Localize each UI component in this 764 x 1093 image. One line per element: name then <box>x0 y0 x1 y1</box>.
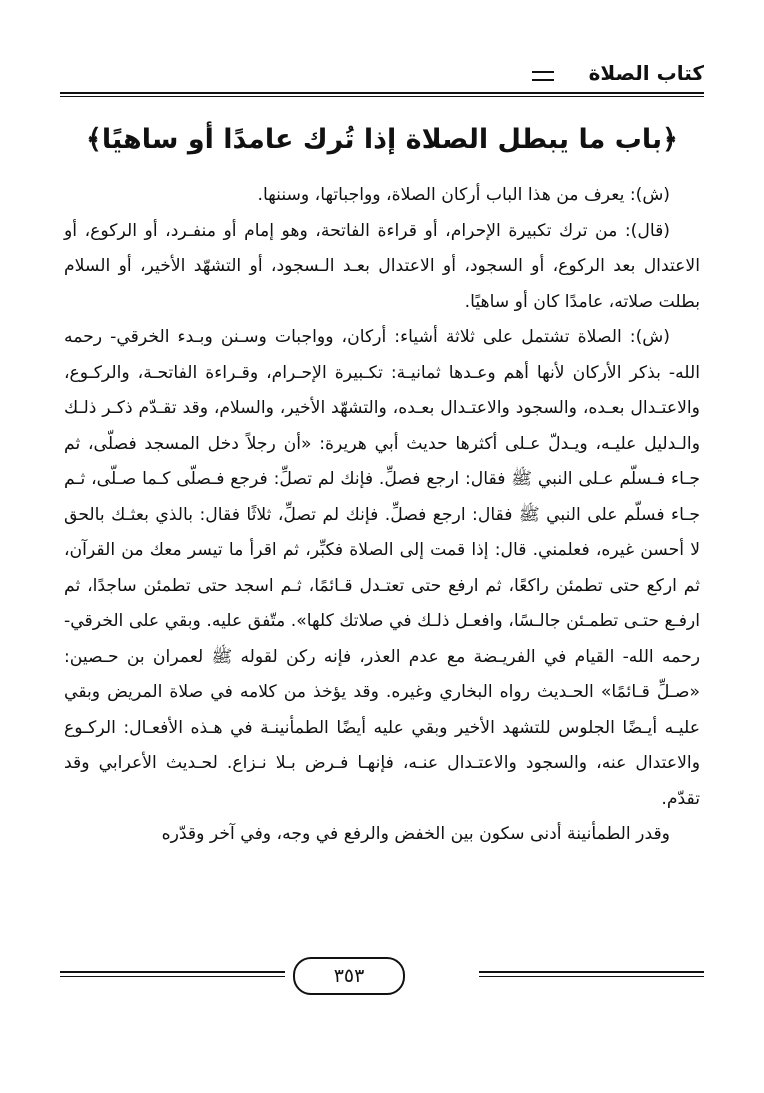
chapter-title: ﴿باب ما يبطل الصلاة إذا تُرك عامدًا أو ساهيًا﴾ <box>86 124 678 155</box>
paragraph: (ش): الصلاة تشتمل على ثلاثة أشياء: أركان، وواجبات وسـنن وبـدء الخرقي- رحمه الله- بذكر الأركان لأنها أهم وعـدها ثمانيـة: تكـبيرة الإحـرام، وقـراءة الفاتحـة، والركـوع، والاعتـدال بعـده، والسجود والاعتـدال بعـده، والتشهّد الأخير، والسلام، وقد تقـدّم ذكـر ذلـك والـدليل عليـه، ويـدلّ عـلى أكثرها حديث أبي هريرة: «أن رجلاً دخل المسجد فصلّى، ثم جـاء فـسلّم عـلى النبي ﷺ فقال: ارجع فصلِّ. فإنك لم تصلِّ: فرجع فـصلّى كـما صـلّى، ثـم جـاء فسلّم على النبي ﷺ فقال: ارجع فصلِّ. فإنك لم تصلِّ، ثلاثًا فقال: بالذي بعثـك بالحق لا أحسن غيره، فعلمني. قال: إذا قمت إلى الصلاة فكبِّر، ثم اقرأ ما تيسر معك من القرآن، ثم اركع حتى تطمئن راكعًا، ثم ارفع حتى تعتـدل قـائمًا، ثـم اسجد حتى تطمئن ساجدًا، ثم ارفـع حتـى تطمـئن جالـسًا، وافعـل ذلـك في صلاتك كلها». متّفق عليه. وبقي على الخرقي- رحمه الله- القيام في الفريـضة مع عدم العذر، فإنه ركن لقوله ﷺ لعمران بن حـصين: «صـلِّ قـائمًا» الحـديث رواه البخاري وغيره. وقد يؤخذ من كلامه في صلاة المريض وبقي عليـه أيـضًا الجلوس للتشهد الأخير وبقي عليه أيضًا الطمأنينـة في هـذه الأفعـال: الركـوع والاعتدال عنه، والسجود والاعتـدال عنـه، فإنهـا فـرض بـلا نـزاع. لحـديث الأعرابي وقد تقدّم. <box>64 327 700 809</box>
running-header <box>60 58 704 92</box>
page-footer <box>60 955 704 995</box>
page-number: ٣٥٣ <box>293 957 405 995</box>
header-rule-thin <box>60 96 704 97</box>
footer-rule-left <box>60 971 285 973</box>
paragraph: (قال): من ترك تكبيرة الإحرام، أو قراءة الفاتحة، وهو إمام أو منفـرد، أو الركوع، أو الاعتدال بعد الركوع، أو السجود، أو الاعتدال بعـد الـسجود، أو التشهّد الأخير، أو السلام بطلت صلاته، عامدًا كان أو ساهيًا. <box>64 220 700 312</box>
running-title: كتاب الصلاة <box>588 61 704 85</box>
footer-rule-right <box>479 971 704 973</box>
paragraph: وقدر الطمأنينة أدنى سكون بين الخفض والرفع في وجه، وفي آخر وقدّره <box>161 824 670 844</box>
paragraph: (ش): يعرف من هذا الباب أركان الصلاة، وواجباتها، وسننها. <box>257 185 670 205</box>
footer-rule-right-thin <box>479 976 704 977</box>
header-ornament-icon <box>532 71 554 81</box>
body-text <box>64 178 700 853</box>
header-rule <box>60 92 704 94</box>
footer-rule-left-thin <box>60 976 285 977</box>
